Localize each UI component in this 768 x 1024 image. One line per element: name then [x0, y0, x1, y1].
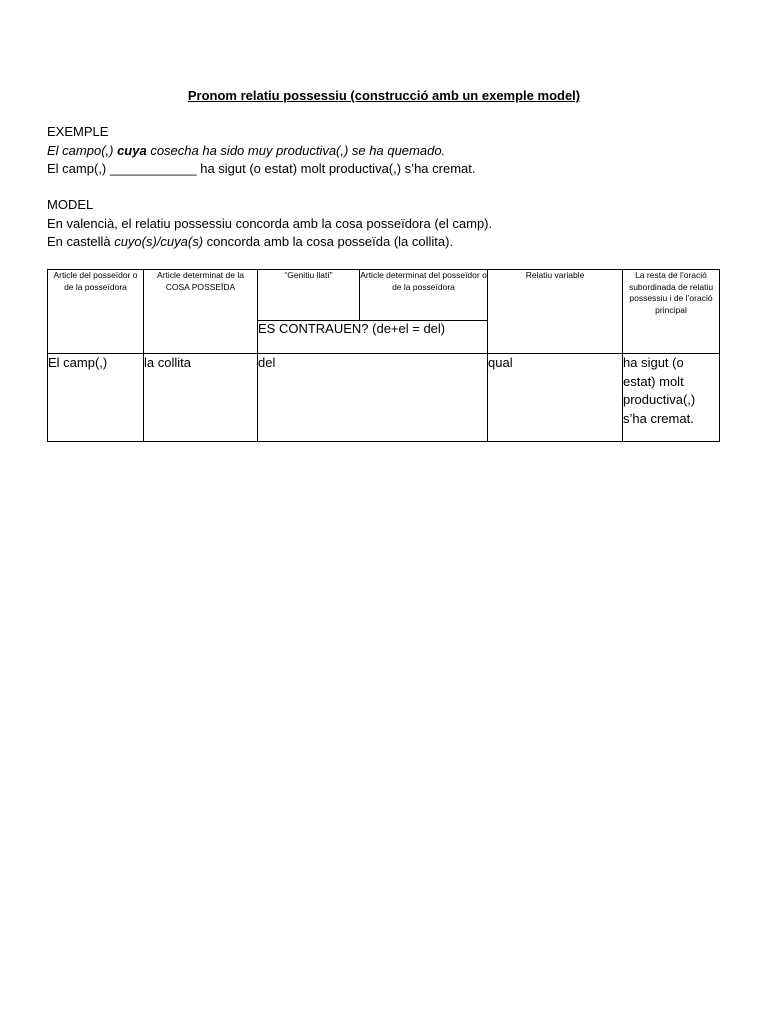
row-col6: ha sigut (o estat) molt productiva(,) s’ha cremat.: [623, 354, 720, 442]
header-col1: Article del posseïdor o de la posseïdora: [48, 270, 144, 354]
exemple-spanish-sentence: [47, 142, 727, 161]
exemple-spanish-part2: cosecha ha sido muy productiva(,) se ha quemado.: [146, 142, 446, 158]
model-line-2-italic: cuyo(s)/cuya(s): [114, 234, 204, 249]
model-heading: MODEL: [47, 197, 94, 212]
model-line-2-part1: En castellà: [47, 234, 115, 249]
table-header-row: [48, 270, 720, 321]
row-col34: del: [258, 354, 488, 442]
construction-table: [47, 269, 720, 442]
row-col2: la collita: [144, 354, 258, 442]
header-col4: Article determinat del posseïdor o de la posseïdora: [360, 270, 488, 321]
model-line-2: [47, 233, 727, 252]
model-line-2-part2: concorda amb la cosa posseïda (la collita).: [203, 234, 454, 249]
contraction-question: ES CONTRAUEN? (de+el = del): [258, 321, 488, 354]
model-line-1: En valencià, el relatiu possessiu concorda amb la cosa posseïdora (el camp).: [47, 215, 493, 231]
row-col1: El camp(,): [48, 354, 144, 442]
document-title: Pronom relatiu possessiu (construcció amb un exemple model): [187, 88, 581, 103]
exemple-spanish-keyword: cuya: [117, 142, 147, 158]
model-section: [47, 196, 727, 252]
row-col5: qual: [488, 354, 623, 442]
header-col6: La resta de l’oració subordinada de relatiu possessiu i de l’oració principal: [623, 270, 720, 354]
exemple-catalan-sentence: El camp(,) ____________ ha sigut (o estat) molt productiva(,) s’ha cremat.: [47, 161, 476, 176]
table-row: [48, 354, 720, 442]
exemple-spanish-part1: El campo(,): [47, 142, 118, 158]
header-col2: Article determinat de la COSA POSSEÏDA: [144, 270, 258, 354]
exemple-section: [47, 123, 727, 179]
exemple-heading: EXEMPLE: [47, 124, 109, 139]
header-col3: “Genitiu llatí”: [258, 270, 360, 321]
header-col5: Relatiu variable: [488, 270, 623, 354]
